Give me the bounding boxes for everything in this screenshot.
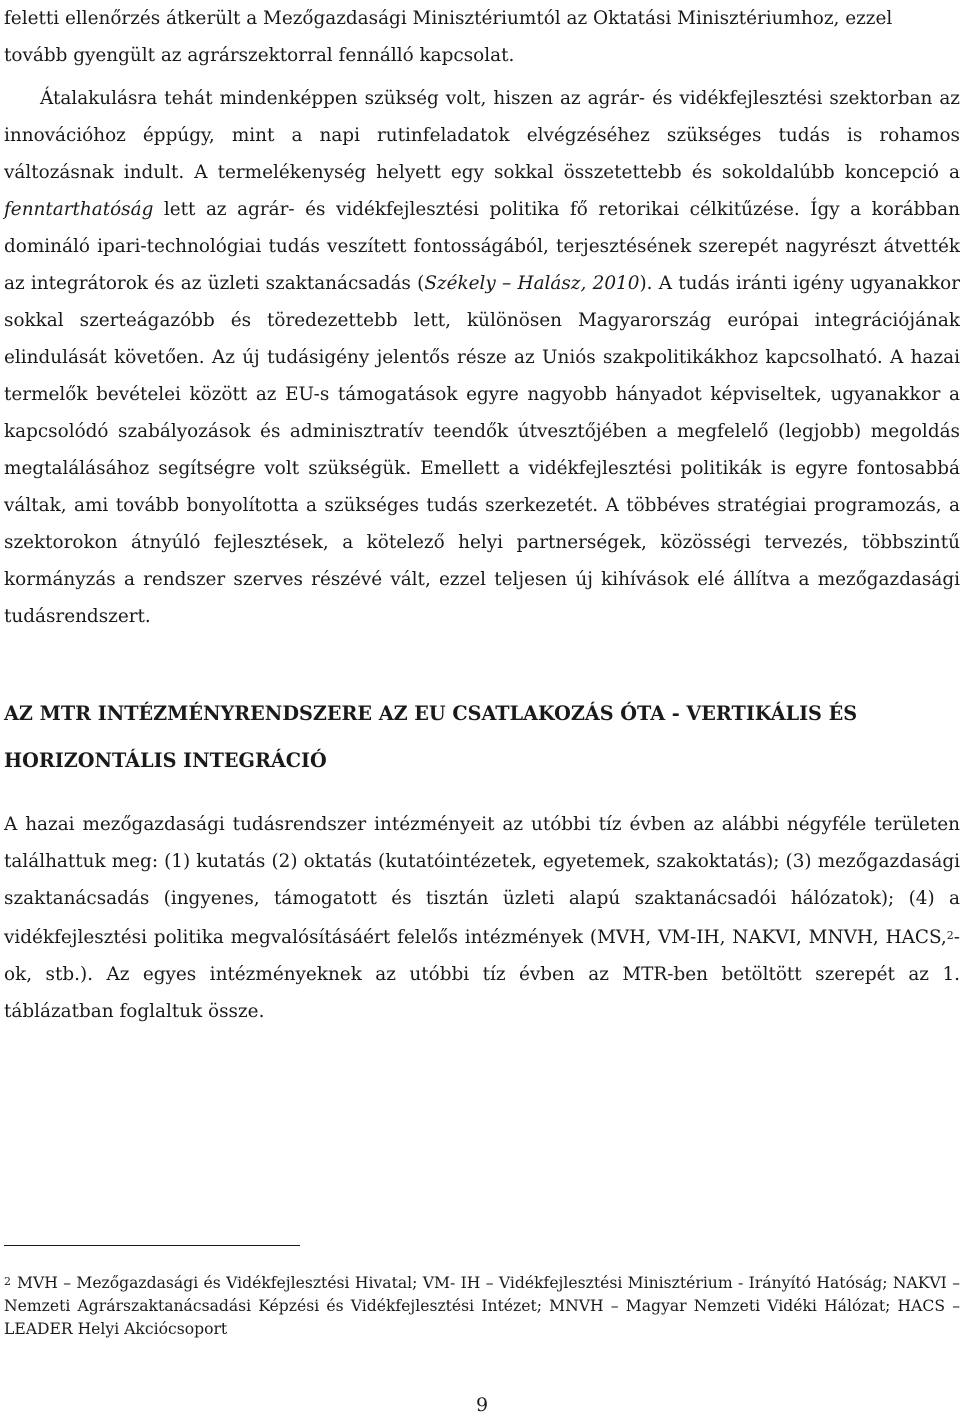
main-paragraph: [4, 80, 960, 635]
section-heading: AZ MTR INTÉZMÉNYRENDSZERE AZ EU CSATLAKOZÁS ÓTA - VERTIKÁLIS ÉS HORIZONTÁLIS INTEGRÁCIÓ: [4, 702, 858, 772]
top-paragraph-line-2: tovább gyengült az agrárszektorral fennálló kapcsolat.: [4, 45, 515, 66]
page-number: 9: [475, 1394, 489, 1416]
main-paragraph-italic-term: fenntarthatóság: [4, 199, 154, 220]
main-paragraph-citation: Székely – Halász, 2010: [424, 273, 640, 294]
main-paragraph-text-2: lett az agrár- és vidékfejlesztési politika fő retorikai célkitűzése. Így a korábban domináló ipari-technológiai tudás veszített fontosságából, terjesztésének szerepét nagyrészt átvették az integrátorok és az üzleti szaktanácsadás (: [4, 199, 960, 294]
main-paragraph-text-1: Átalakulásra tehát mindenképpen szükség volt, hiszen az agrár- és vidékfejlesztési szektorban az innovációhoz éppúgy, mint a napi rutinfeladatok elvégzéséhez szükséges tudás is rohamos változásnak indult. A termelékenység helyett egy sokkal összetettebb és sokoldalúbb koncepció a: [4, 88, 960, 183]
second-paragraph-text-1: A hazai mezőgazdasági tudásrendszer intézményeit az utóbbi tíz évben az alábbi négyféle területen találhattuk meg: (1) kutatás (2) oktatás (kutatóintézetek, egyetemek, szakoktatás); (3) mezőgazdasági szaktanácsadás (ingyenes, támogatott és tisztán üzleti alapú szaktanácsadói hálózatok); (4) a vidékfejlesztési politika megvalósításáért felelős intézmények (MVH, VM-IH, NAKVI, MNVH, HACS,: [4, 814, 960, 948]
top-paragraph: [4, 0, 960, 74]
top-paragraph-line-1: feletti ellenőrzés átkerült a Mezőgazdasági Minisztériumtól az Oktatási Minisztériumhoz, ezzel: [4, 8, 893, 29]
main-paragraph-text-3: ). A tudás iránti igény ugyanakkor sokkal szerteágazóbb és töredezettebb lett, különösen Magyarország európai integrációjának elindulását követően. Az új tudásigény jelentős része az Uniós szakpolitikákhoz kapcsolható. A hazai termelők bevételei között az EU-s támogatások egyre nagyobb hányadot képviseltek, ugyanakkor a kapcsolódó szabályozások és adminisztratív teendők útvesztőjében a megfelelő (legjobb) megoldás megtalálásához segítségre volt szükségük. Emellett a vidékfejlesztési politikák is egyre fontosabbá váltak, ami tovább bonyolította a szükséges tudás szerkezetét. A többéves stratégiai programozás, a szektorokon átnyúló fejlesztések, a kötelező helyi partnerségek, közösségi tervezés, többszintű kormányzás a rendszer szerves részévé vált, ezzel teljesen új kihívások elé állítva a mezőgazdasági tudásrendszert.: [4, 273, 960, 627]
footnote-separator: [4, 1245, 300, 1246]
footnote: [4, 1270, 960, 1341]
footnote-reference[interactable]: 2: [946, 929, 954, 942]
document-page: [4, 0, 960, 1416]
footnote-marker: 2: [4, 1275, 11, 1288]
footnote-text: MVH – Mezőgazdasági és Vidékfejlesztési Hivatal; VM- IH – Vidékfejlesztési Minisztérium - Irányító Hatóság; NAKVI – Nemzeti Agrárszaktanácsadási Képzési és Vidékfejlesztési Intézet; MNVH – Magyar Nemzeti Vidéki Hálózat; HACS – LEADER Helyi Akciócsoport: [4, 1274, 960, 1338]
second-paragraph-text-2: -ok, stb.). Az egyes intézményeknek az utóbbi tíz évben az MTR-ben betöltött szerepét az 1. táblázatban foglaltuk össze.: [4, 927, 960, 1022]
second-paragraph: [4, 806, 960, 1030]
